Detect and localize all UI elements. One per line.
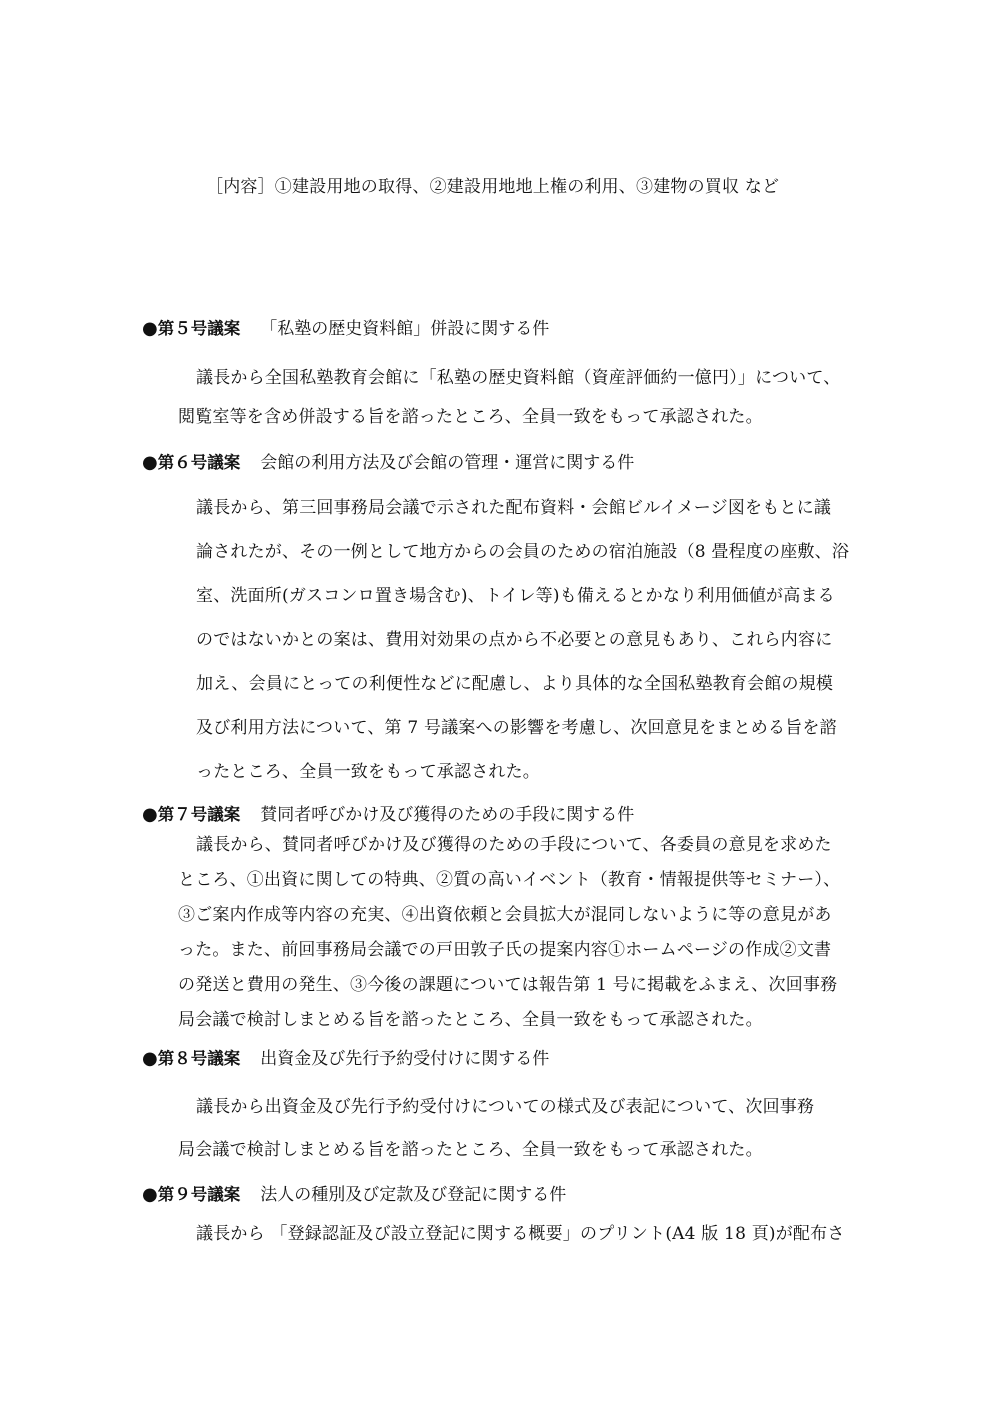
item-number: 第６号議案 bbox=[157, 453, 241, 472]
intro-line: ［内容］①建設用地の取得、②建設用地地上権の利用、③建物の買収 など bbox=[206, 177, 780, 197]
item-5-line-2: 閲覧室等を含め併設する旨を諮ったところ、全員一致をもって承認された。 bbox=[178, 407, 763, 427]
item-6-line-6: 及び利用方法について、第 7 号議案への影響を考慮し、次回意見をまとめる旨を諮 bbox=[196, 718, 837, 738]
item-8-line-2: 局会議で検討しまとめる旨を諮ったところ、全員一致をもって承認された。 bbox=[178, 1140, 763, 1160]
item-6-line-7: ったところ、全員一致をもって承認された。 bbox=[196, 762, 540, 782]
item-5-line-1: 議長から全国私塾教育会館に「私塾の歴史資料館（資産評価約一億円）」について、 bbox=[196, 368, 841, 388]
item-title: 賛同者呼びかけ及び獲得のための手段に関する件 bbox=[260, 805, 635, 825]
item-number: 第７号議案 bbox=[157, 805, 241, 824]
item-title: 法人の種別及び定款及び登記に関する件 bbox=[260, 1185, 567, 1205]
bullet-icon: ● bbox=[142, 804, 158, 825]
item-number: 第８号議案 bbox=[157, 1049, 241, 1068]
item-number: 第９号議案 bbox=[157, 1185, 241, 1204]
item-6-line-2: 論されたが、その一例として地方からの会員のための宿泊施設（8 畳程度の座敷、浴 bbox=[196, 542, 850, 562]
item-number: 第５号議案 bbox=[157, 319, 241, 338]
item-heading-8 bbox=[142, 1048, 549, 1070]
item-8-line-1: 議長から出資金及び先行予約受付けについての様式及び表記について、次回事務 bbox=[196, 1097, 815, 1117]
bullet-icon: ● bbox=[142, 1184, 158, 1205]
bullet-icon: ● bbox=[142, 452, 158, 473]
item-heading-5 bbox=[142, 318, 549, 340]
item-title: 「私塾の歴史資料館」併設に関する件 bbox=[260, 319, 550, 339]
item-7-line-4: った。また、前回事務局会議での戸田敦子氏の提案内容①ホームページの作成②文書 bbox=[178, 940, 832, 960]
item-9-line-1: 議長から 「登録認証及び設立登記に関する概要」のプリント(A4 版 18 頁)が配布さ bbox=[196, 1224, 845, 1244]
item-title: 出資金及び先行予約受付けに関する件 bbox=[260, 1049, 550, 1069]
item-6-line-1: 議長から、第三回事務局会議で示された配布資料・会館ビルイメージ図をもとに議 bbox=[196, 498, 832, 518]
item-7-line-1: 議長から、賛同者呼びかけ及び獲得のための手段について、各委員の意見を求めた bbox=[196, 835, 832, 855]
item-heading-6 bbox=[142, 452, 634, 474]
item-6-line-3: 室、洗面所(ガスコンロ置き場含む)、トイレ等)も備えるとかなり利用価値が高まる bbox=[196, 586, 835, 606]
item-7-line-2: ところ、①出資に関しての特典、②質の高いイベント（教育・情報提供等セミナー）、 bbox=[178, 870, 841, 890]
item-7-line-5: の発送と費用の発生、③今後の課題については報告第 1 号に掲載をふまえ、次回事務 bbox=[178, 975, 838, 995]
item-7-line-3: ③ご案内作成等内容の充実、④出資依頼と会員拡大が混同しないように等の意見があ bbox=[178, 905, 832, 925]
bullet-icon: ● bbox=[142, 318, 158, 339]
item-6-line-4: のではないかとの案は、費用対効果の点から不必要との意見もあり、これら内容に bbox=[196, 630, 833, 650]
item-7-line-6: 局会議で検討しまとめる旨を諮ったところ、全員一致をもって承認された。 bbox=[178, 1010, 763, 1030]
bullet-icon: ● bbox=[142, 1048, 158, 1069]
item-heading-7 bbox=[142, 804, 634, 826]
item-heading-9 bbox=[142, 1184, 566, 1206]
item-title: 会館の利用方法及び会館の管理・運営に関する件 bbox=[260, 453, 635, 473]
item-6-line-5: 加え、会員にとっての利便性などに配慮し、より具体的な全国私塾教育会館の規模 bbox=[196, 674, 834, 694]
